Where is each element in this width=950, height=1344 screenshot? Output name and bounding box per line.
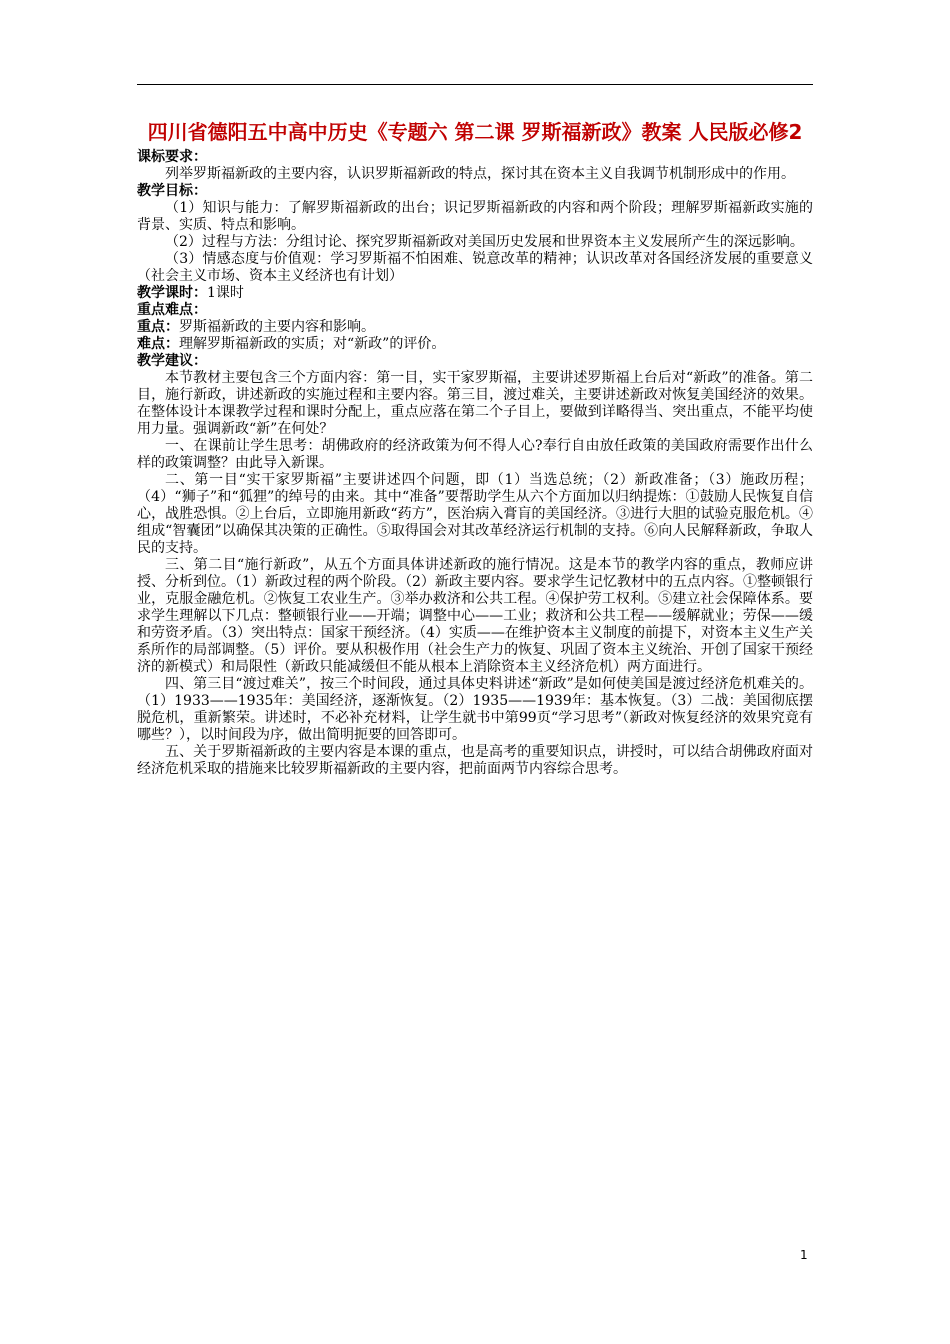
section-jxks bbox=[137, 285, 813, 302]
header-rule bbox=[137, 84, 813, 85]
section-zdnd bbox=[137, 302, 813, 319]
nd-text: 理解罗斯福新政的实质；对“新政”的评价。 bbox=[179, 336, 446, 352]
document-title: 四川省德阳五中高中历史《专题六 第二课 罗斯福新政》教案 人民版必修2 bbox=[147, 120, 803, 144]
nd-line bbox=[137, 336, 813, 353]
page-number: 1 bbox=[800, 1248, 808, 1262]
zdnd-label: 重点难点： bbox=[137, 302, 207, 318]
section-kbyq bbox=[137, 149, 813, 166]
zd-line bbox=[137, 319, 813, 336]
jxjy-para-1: 一、在课前让学生思考：胡佛政府的经济政策为何不得人心?奉行自由放任政策的美国政府需要作出什么样的政策调整？由此导入新课。 bbox=[137, 438, 813, 471]
nd-label: 难点： bbox=[137, 336, 179, 352]
document-body bbox=[137, 119, 813, 778]
zd-text: 罗斯福新政的主要内容和影响。 bbox=[179, 319, 375, 335]
jxmb-item-3: （3）情感态度与价值观：学习罗斯福不怕困难、锐意改革的精神；认识改革对各国经济发展的重要意义（社会主义市场、资本主义经济也有计划） bbox=[137, 251, 813, 284]
kbyq-text: 列举罗斯福新政的主要内容，认识罗斯福新政的特点，探讨其在资本主义自我调节机制形成中的作用。 bbox=[165, 166, 795, 182]
section-jxmb bbox=[137, 183, 813, 200]
kbyq-label: 课标要求： bbox=[137, 149, 207, 165]
jxjy-para-2: 二、第一目“实干家罗斯福”主要讲述四个问题，即（1）当选总统；（2）新政准备；（3）施政历程；（4）“狮子”和“狐狸”的绰号的由来。其中“准备”要帮助学生从六个方面加以归纳提炼：①鼓励人民恢复自信心，战胜恐惧。②上台后，立即施用新政“药方”，医治病入膏肓的美国经济。③进行大胆的试验克服危机。④组成“智囊团”以确保其决策的正确性。⑤取得国会对其改革经济运行机制的支持。⑥向人民解释新政，争取人民的支持。 bbox=[137, 472, 813, 556]
zd-label: 重点： bbox=[137, 319, 179, 335]
jxjy-para-0: 本节教材主要包含三个方面内容：第一目，实干家罗斯福，主要讲述罗斯福上台后对“新政”的准备。第二目，施行新政，讲述新政的实施过程和主要内容。第三目，渡过难关，主要讲述新政对恢复美国经济的效果。在整体设计本课教学过程和课时分配上，重点应落在第二个子目上，要做到详略得当、突出重点，不能平均使用力量。强调新政“新”在何处？ bbox=[137, 370, 813, 437]
jxks-label: 教学课时： bbox=[137, 285, 207, 301]
section-jxjy bbox=[137, 353, 813, 370]
jxjy-para-3: 三、第二目“施行新政”，从五个方面具体讲述新政的施行情况。这是本节的教学内容的重点，教师应讲授、分析到位。（1）新政过程的两个阶段。（2）新政主要内容。要求学生记忆教材中的五点内容。①整顿银行业，克服金融危机。②恢复工农业生产。③举办救济和公共工程。④保护劳工权利。⑤建立社会保障体系。要求学生理解以下几点：整顿银行业——开端；调整中心——工业；救济和公共工程——缓解就业；劳保——缓和劳资矛盾。（3）突出特点：国家干预经济。（4）实质——在维护资本主义制度的前提下，对资本主义生产关系所作的局部调整。（5）评价。要从积极作用（社会生产力的恢复、巩固了资本主义统治、开创了国家干预经济的新模式）和局限性（新政只能减缓但不能从根本上消除资本主义经济危机）两方面进行。 bbox=[137, 557, 813, 675]
jxmb-label: 教学目标： bbox=[137, 183, 207, 199]
jxjy-label: 教学建议： bbox=[137, 353, 207, 369]
jxks-value: 1课时 bbox=[207, 285, 244, 301]
jxmb-item-1: （1）知识与能力：了解罗斯福新政的出台；识记罗斯福新政的内容和两个阶段；理解罗斯福新政实施的背景、实质、特点和影响。 bbox=[137, 200, 813, 233]
jxjy-para-5: 五、关于罗斯福新政的主要内容是本课的重点，也是高考的重要知识点，讲授时，可以结合胡佛政府面对经济危机采取的措施来比较罗斯福新政的主要内容，把前面两节内容综合思考。 bbox=[137, 744, 813, 777]
jxjy-para-4: 四、第三目“渡过难关”，按三个时间段，通过具体史料讲述“新政”是如何使美国是渡过经济危机难关的。（1）1933——1935年：美国经济，逐渐恢复。（2）1935——1939年：基本恢复。（3）二战：美国彻底摆脱危机，重新繁荣。讲述时，不必补充材料，让学生就书中第99页“学习思考”（新政对恢复经济的效果究竟有哪些？），以时间段为序，做出简明扼要的回答即可。 bbox=[137, 676, 813, 743]
jxmb-item-2: （2）过程与方法：分组讨论、探究罗斯福新政对美国历史发展和世界资本主义发展所产生的深远影响。 bbox=[165, 234, 804, 250]
